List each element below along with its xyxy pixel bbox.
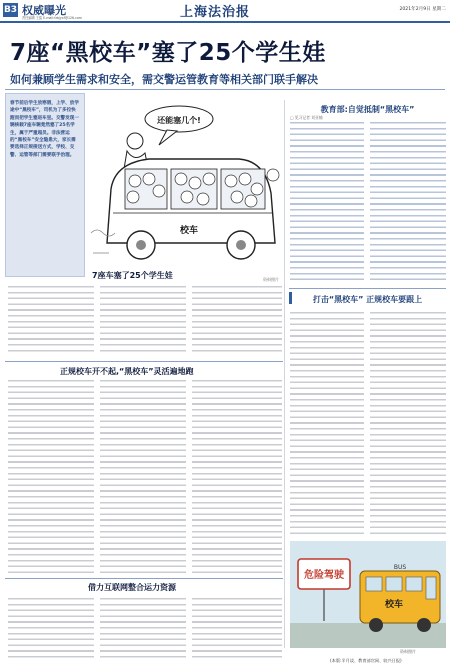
warning-sign-text: 危险驾驶 (304, 570, 344, 581)
right-column-divider (289, 288, 446, 289)
publication-date: 2021年2月9日 星期二 (399, 7, 446, 12)
speech-bubble-text: 还能塞几个! (157, 116, 201, 125)
right-column-body-right (370, 122, 446, 284)
newspaper-masthead: 上海法治报 (180, 5, 251, 20)
right-column-2-body-left (290, 312, 364, 536)
bus-top-label: BUS (393, 564, 407, 571)
sources-note: (本版:半月谈、教育部官网、较兴日报) (330, 658, 402, 663)
van-label: 校车 (179, 226, 199, 236)
article-2-title: 正规校车开不起,“黑校车”灵活遍地跑 (60, 367, 194, 376)
article-1-col-3 (192, 286, 282, 352)
headline-divider (5, 89, 445, 90)
editorial-box (5, 93, 85, 277)
photo-credit: 资料照片 (400, 649, 416, 654)
cartoon-illustration (89, 93, 283, 285)
main-headline: 7座“黑校车”塞了25个学生娃 (10, 40, 326, 66)
article-2-col-2 (100, 380, 186, 576)
article-3-divider (5, 578, 283, 579)
article-1-col-2 (100, 286, 186, 352)
section-title: 权威曝光 (22, 4, 66, 17)
overloaded-van-drawing (89, 93, 283, 285)
article-3-col-2 (100, 598, 186, 662)
right-column-body-left (290, 122, 364, 284)
bus-warning-drawing (290, 541, 446, 648)
right-column-2-title: 打击“黑校车” 正规校车要跟上 (312, 295, 423, 304)
right-column-author: □ 见习记者 刘亚楠 (290, 115, 323, 120)
main-column-rule (284, 100, 285, 648)
header-rule (0, 21, 450, 23)
sub-headline: 如何兼顾学生需求和安全，需交警运管教育等相关部门联手解决 (10, 73, 318, 86)
article-2-col-1 (8, 380, 94, 576)
editorial-text: 春节前后学生放寒假，上学、放学途中“黑校车”，司机为了多拉快跑而把学生塞进车里。交警发现一辆核载7座车辆竟然塞了25名学生，属于严重超员。非法营运的“黑校车”安全隐患大，家长需要选择正规接送方式，学校、交警、运管等部门需要联手治理。 (10, 101, 79, 158)
school-bus-photo (290, 541, 446, 648)
article-2-col-3 (192, 380, 282, 576)
article-3-col-3 (192, 598, 282, 662)
article-1-title: 7座车塞了25个学生娃 (92, 271, 173, 280)
section-editor-meta: 责任编辑 王铭 E-mail:fzbjyxf@126.com (22, 16, 82, 20)
article-1-col-1 (8, 286, 94, 352)
illustration-credit: 资料照片 (263, 277, 279, 282)
right-column-2-body-right (370, 312, 446, 536)
article-2-divider (5, 361, 283, 362)
bus-side-label: 校车 (384, 600, 404, 610)
page-header (0, 0, 450, 22)
section-number-badge: B3 (3, 5, 18, 15)
article-3-col-1 (8, 598, 94, 662)
article-3-title: 借力互联网整合运力资源 (88, 583, 176, 592)
right-column-title: 教育部:自觉抵制“黑校车” (320, 105, 415, 114)
